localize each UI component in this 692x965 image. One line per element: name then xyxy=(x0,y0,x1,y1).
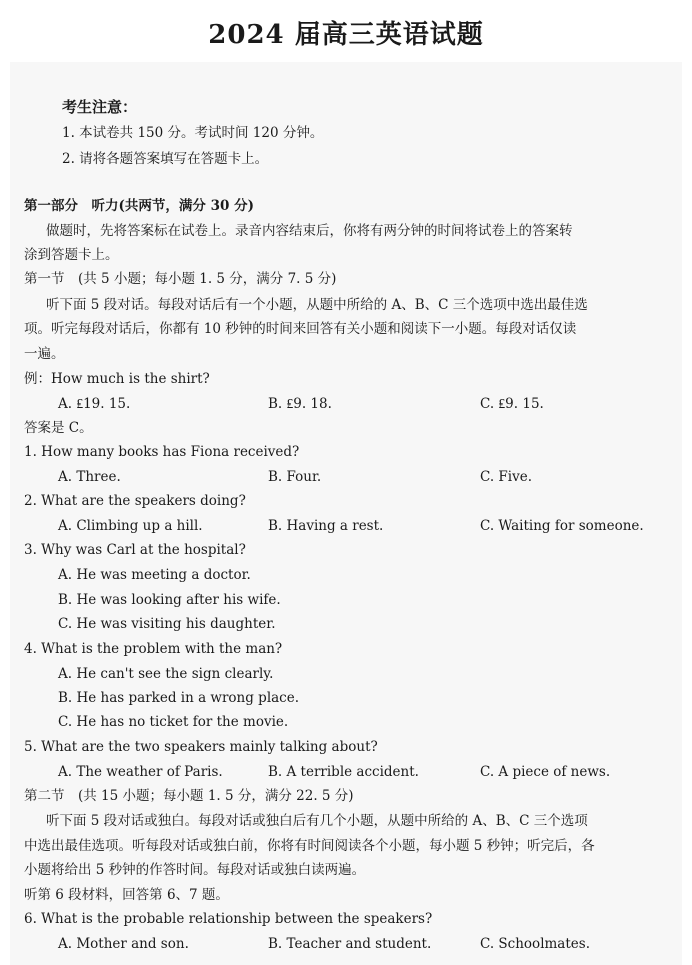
q5-option-b: B. A terrible accident. xyxy=(268,764,419,780)
section1-intro-line1: 听下面 5 段对话。每段对话后有一个小题，从题中所给的 A、B、C 三个选项中选出最佳选 xyxy=(46,297,588,313)
example-question: 例：How much is the shirt? xyxy=(24,371,210,387)
q1-option-a: A. Three. xyxy=(58,469,121,485)
example-option-c: C. ₤9. 15. xyxy=(480,396,544,412)
exam-title: 2024 届高三英语试题 xyxy=(208,20,484,50)
section2-material: 听第 6 段材料，回答第 6、7 题。 xyxy=(24,887,229,903)
q1-option-b: B. Four. xyxy=(268,469,322,485)
section2-intro-line3: 小题将给出 5 秒钟的作答时间。每段对话或独白读两遍。 xyxy=(24,862,366,878)
q2-option-b: B. Having a rest. xyxy=(268,518,384,534)
example-option-b: B. ₤9. 18. xyxy=(268,396,332,412)
q4-option-c: C. He has no ticket for the movie. xyxy=(58,714,289,730)
question-5: 5. What are the two speakers mainly talking about? xyxy=(24,739,378,755)
q6-option-c: C. Schoolmates. xyxy=(480,936,590,952)
section2-intro-line2: 中选出最佳选项。听每段对话或独白前，你将有时间阅读各个小题，每小题 5 秒钟；听完后，各 xyxy=(24,838,595,854)
q2-option-c: C. Waiting for someone. xyxy=(480,518,644,534)
section2-intro-line1: 听下面 5 段对话或独白。每段对话或独白后有几个小题，从题中所给的 A、B、C 三个选项 xyxy=(46,813,588,829)
q6-option-b: B. Teacher and student. xyxy=(268,936,432,952)
question-1: 1. How many books has Fiona received? xyxy=(24,444,300,460)
part1-intro-line2: 涂到答题卡上。 xyxy=(24,247,119,263)
example-answer: 答案是 C。 xyxy=(24,420,93,436)
notice-item-1: 1. 本试卷共 150 分。考试时间 120 分钟。 xyxy=(62,125,324,141)
q3-option-c: C. He was visiting his daughter. xyxy=(58,616,276,632)
example-option-a: A. ₤19. 15. xyxy=(58,396,131,412)
section1-heading: 第一节 (共 5 小题；每小题 1. 5 分，满分 7. 5 分) xyxy=(24,271,337,287)
q5-option-c: C. A piece of news. xyxy=(480,764,611,780)
section2-heading: 第二节 (共 15 小题；每小题 1. 5 分，满分 22. 5 分) xyxy=(24,788,354,804)
section1-intro-line2: 项。听完每段对话后，你都有 10 秒钟的时间来回答有关小题和阅读下一小题。每段对话仅读 xyxy=(24,321,577,337)
question-3: 3. Why was Carl at the hospital? xyxy=(24,542,246,558)
q3-option-b: B. He was looking after his wife. xyxy=(58,592,281,608)
q2-option-a: A. Climbing up a hill. xyxy=(58,518,203,534)
q4-option-b: B. He has parked in a wrong place. xyxy=(58,690,300,706)
q3-option-a: A. He was meeting a doctor. xyxy=(58,567,251,583)
notice-heading: 考生注意： xyxy=(62,98,138,116)
q6-option-a: A. Mother and son. xyxy=(58,936,189,952)
part1-intro-line1: 做题时，先将答案标在试卷上。录音内容结束后，你将有两分钟的时间将试卷上的答案转 xyxy=(46,223,573,239)
q4-option-a: A. He can't see the sign clearly. xyxy=(58,666,274,682)
notice-item-2: 2. 请将各题答案填写在答题卡上。 xyxy=(62,151,269,167)
q5-option-a: A. The weather of Paris. xyxy=(58,764,223,780)
question-4: 4. What is the problem with the man? xyxy=(24,641,283,657)
section1-intro-line3: 一遍。 xyxy=(24,346,65,362)
part1-heading: 第一部分 听力(共两节，满分 30 分) xyxy=(24,198,254,214)
question-6: 6. What is the probable relationship between the speakers? xyxy=(24,911,433,927)
q1-option-c: C. Five. xyxy=(480,469,533,485)
question-2: 2. What are the speakers doing? xyxy=(24,493,246,509)
